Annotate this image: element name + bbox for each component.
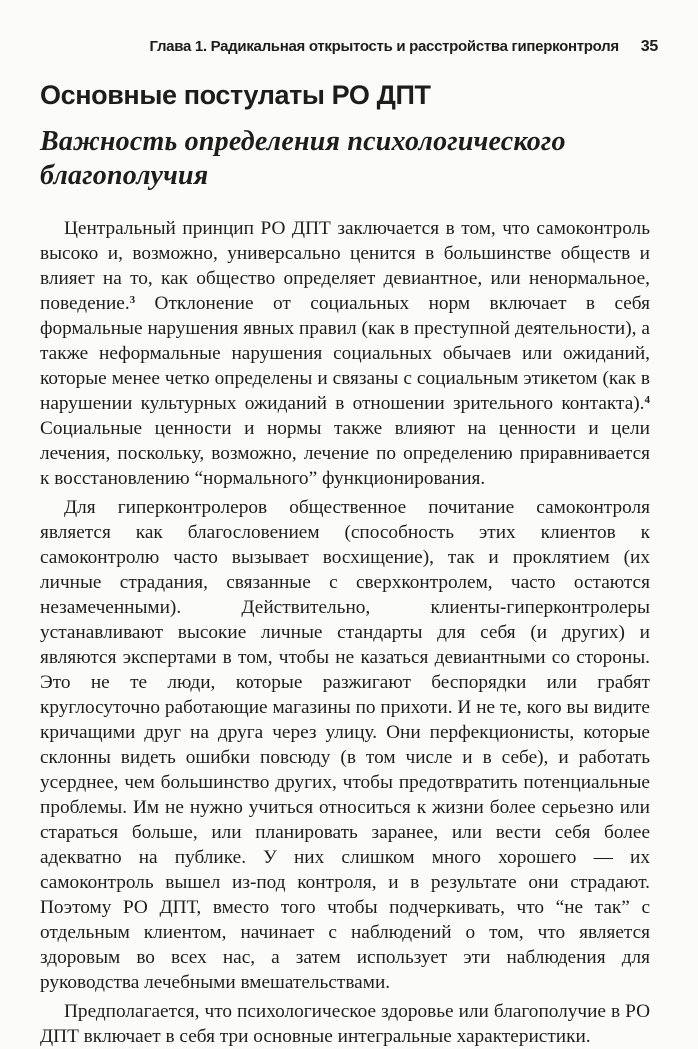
paragraph-2: Для гиперконтролеров общественное почитание самоконтроля является как благословением (способность этих клиентов к самоконтролю часто вызывает восхищение), так и проклятием (их личные страдания, связанные с сверхконтролем, часто остаются незамеченными). Действительно, клиенты-гиперконтролеры устанавливают высокие личные стандарты для себя (и других) и являются экспертами в том, чтобы не казаться девиантными со стороны. Это не те люди, которые разжигают беспорядки или грабят круглосуточно работающие магазины по прихоти. И не те, кого вы видите кричащими друг на друга через улицу. Они перфекционисты, которые склонны видеть ошибки повсюду (в том числе и в себе), и работать усерднее, чем большинство других, чтобы предотвратить потенциальные проблемы. Им не нужно учиться относиться к жизни более серьезно или стараться больше, или планировать заранее, или вести себя более адекватно на публике. У них слишком много хорошего — их самоконтроль вышел из-под контроля, и в результате они страдают. Поэтому РО ДПТ, вместо того чтобы подчеркивать, что “не так” с отдельным клиентом, начинает с наблюдений о том, что является здоровым во всех нас, а затем использует эти наблюдения для руководства лечебными вмешательствами. bbox=[40, 497, 650, 994]
footnote-ref-4: 4 bbox=[644, 394, 650, 407]
running-title: Глава 1. Радикальная открытость и расстройства гиперконтроля bbox=[149, 38, 619, 55]
paragraph-1 bbox=[40, 216, 650, 491]
paragraph-1-part-1: Центральный принцип РО ДПТ заключается в том, что самоконтроль высоко и, возможно, универсально ценится в большинстве обществ и влияет на то, как общество определяет девиантное, или ненормальное, поведение. bbox=[40, 218, 650, 315]
section-title: Основные постулаты РО ДПТ bbox=[40, 80, 431, 110]
running-header bbox=[40, 38, 658, 56]
paragraph-3: Предполагается, что психологическое здоровье или благополучие в РО ДПТ включает в себя три основные интегральные характеристики. bbox=[40, 1001, 650, 1048]
page-number: 35 bbox=[640, 38, 658, 55]
subsection-title: Важность определения психологического благополучия bbox=[40, 126, 566, 191]
footnote-ref-3: 3 bbox=[129, 294, 136, 307]
paragraph-1-part-3: Социальные ценности и нормы также влияют на ценности и цели лечения, поскольку, возможно, лечение по определению приравнивается к восстановлению “нормального” функционирования. bbox=[40, 418, 650, 490]
paragraph-1-part-2: Отклонение от социальных норм включает в себя формальные нарушения явных правил (как в преступной деятельности), а также неформальные нарушения социальных обычаев или ожиданий, которые менее четко определены и связаны с социальным этикетом (как в нарушении культурных ожиданий в отношении зрительного контакта). bbox=[40, 293, 650, 415]
